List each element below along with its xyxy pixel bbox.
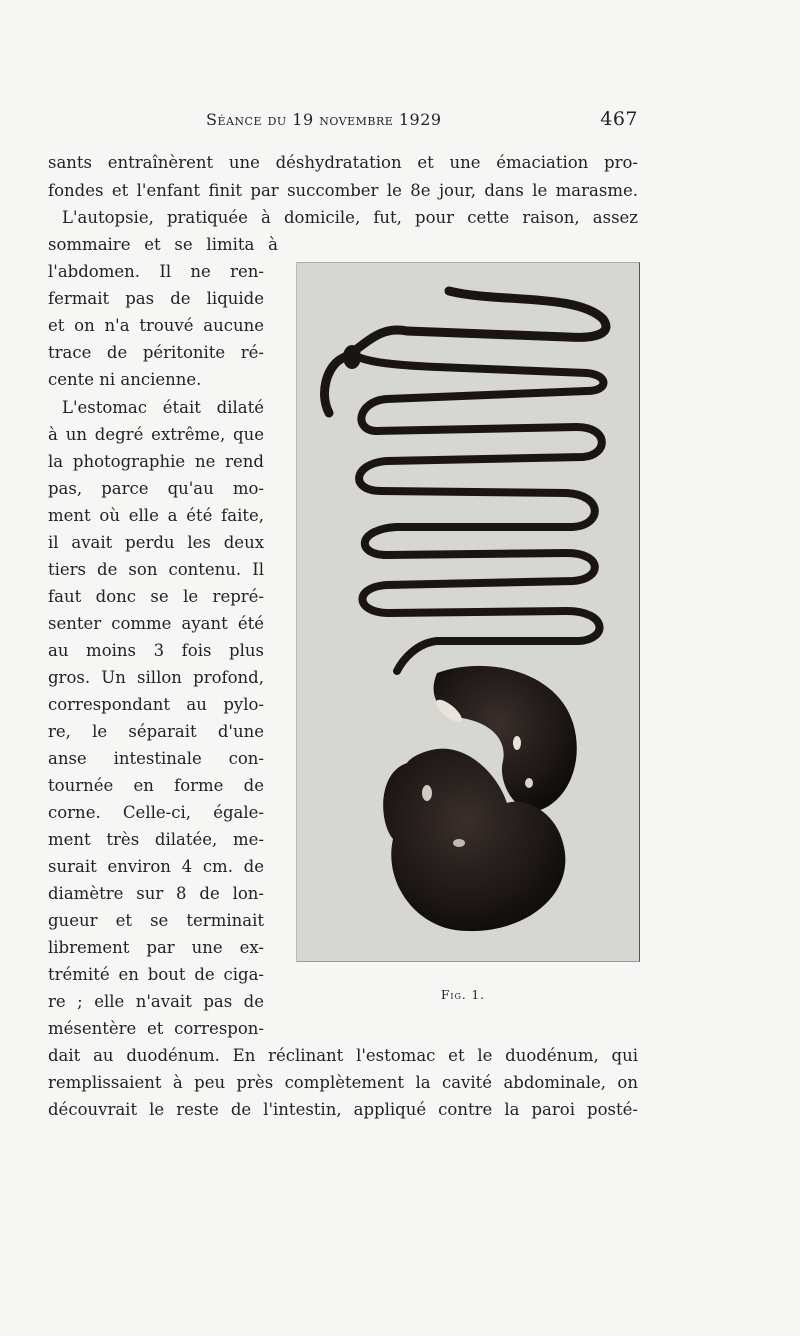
text-line: pas, parce qu'au mo- [48,479,264,498]
text-line: fondes et l'enfant finit par succomber le 8e jour, dans le marasme. [48,181,638,200]
text-line: cente ni ancienne. [48,370,202,389]
text-line: et on n'a trouvé aucune [48,316,264,335]
intestine-loop [349,351,604,671]
text-line: ment très dilatée, me- [48,830,264,849]
highlight [453,839,465,847]
specimen-photograph [296,262,640,962]
intestine-knot [343,345,361,369]
text-line: remplissaient à peu près complètement la cavité abdominale, on [48,1073,638,1092]
text-line: tournée en forme de [48,776,264,795]
text-line: dait au duodénum. En réclinant l'estomac et le duodénum, qui [48,1046,638,1065]
text-line: senter comme ayant été [48,614,264,633]
text-line: découvrait le reste de l'intestin, appliqué contre la paroi posté- [48,1100,638,1119]
page-number: 467 [600,108,638,130]
highlight [422,785,432,801]
text-line: sants entraînèrent une déshydratation et une émaciation pro- [48,153,638,172]
text-line: librement par une ex- [48,938,264,957]
text-line: corne. Celle-ci, égale- [48,803,264,822]
text-line: trémité en bout de ciga- [48,965,264,984]
figure-caption: Fig. 1. [441,988,485,1002]
running-header [206,108,638,136]
text-line: gueur et se terminait [48,911,264,930]
text-line: re, le séparait d'une [48,722,264,741]
text-line: gros. Un sillon profond, [48,668,264,687]
text-line: trace de péritonite ré- [48,343,264,362]
text-line: tiers de son contenu. Il [48,560,264,579]
highlight [525,778,533,788]
text-line: anse intestinale con- [48,749,264,768]
text-line: au moins 3 fois plus [48,641,264,660]
text-line: l'abdomen. Il ne ren- [48,262,264,281]
text-line: L'estomac était dilaté [62,398,264,417]
intestine-illustration [297,263,639,961]
text-line: surait environ 4 cm. de [48,857,264,876]
text-line: ment où elle a été faite, [48,506,264,525]
text-line: mésentère et correspon- [48,1019,264,1038]
text-line: sommaire et se limita à [48,235,278,254]
text-line: faut donc se le repré- [48,587,264,606]
text-line: il avait perdu les deux [48,533,264,552]
header-title: Séance du 19 novembre 1929 [206,110,442,129]
text-line: fermait pas de liquide [48,289,264,308]
text-line: re ; elle n'avait pas de [48,992,264,1011]
highlight [513,736,521,750]
text-line: diamètre sur 8 de lon- [48,884,264,903]
text-line: la photographie ne rend [48,452,264,471]
text-line: L'autopsie, pratiquée à domicile, fut, pour cette raison, assez [62,208,638,227]
text-line: correspondant au pylo- [48,695,264,714]
text-line: à un degré extrême, que [48,425,264,444]
